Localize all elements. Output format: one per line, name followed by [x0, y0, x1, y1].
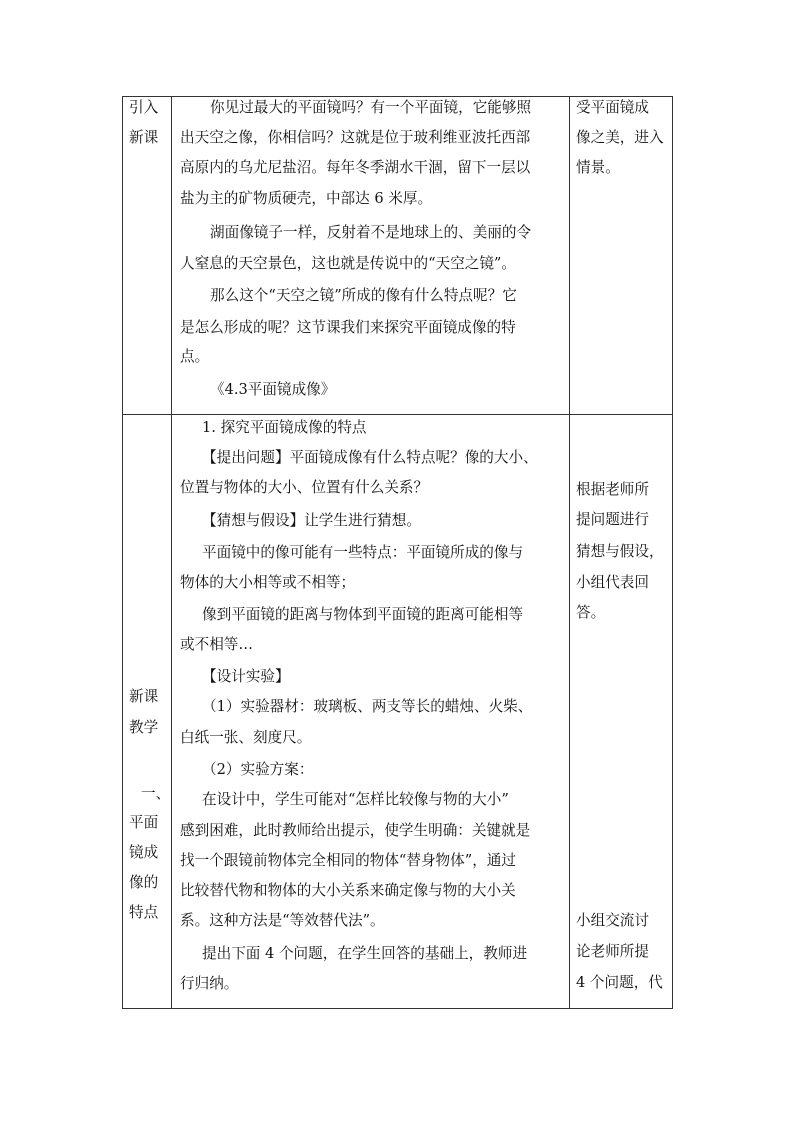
paragraph-line: 白纸一张、刻度尺。 [180, 729, 312, 746]
section-heading: 1. 探究平面镜成像的特点 [202, 419, 367, 436]
stage-label: 教学 [129, 719, 159, 736]
stage-cell [123, 415, 172, 1009]
paragraph-line: 猜想与假设， [576, 543, 664, 560]
lesson-plan-table [122, 96, 673, 1009]
paragraph-line: 比较替代物和物体的大小关系来确定像与物的大小关 [180, 882, 516, 899]
paragraph-line: 根据老师所 [576, 481, 649, 498]
paragraph-line: 【设计实验】 [202, 668, 290, 685]
table-row-intro [123, 97, 673, 415]
stage-label: 一、 [141, 785, 171, 802]
paragraph-line: 高原内的乌尤尼盐沼。每年冬季湖水干涸，留下一层以 [180, 159, 531, 176]
paragraph-line: 小组代表回 [576, 574, 649, 591]
paragraph-line: 平面镜中的像可能有一些特点：平面镜所成的像与 [202, 544, 524, 561]
paragraph-line: 或不相等… [180, 636, 253, 653]
stage-label: 平面 [129, 814, 159, 831]
paragraph-line: （2）实验方案： [202, 761, 314, 778]
paragraph-line: 提问题进行 [576, 511, 649, 528]
paragraph-line: 出天空之像，你相信吗？这就是位于玻利维亚波托西部 [180, 129, 531, 146]
paragraph-line: 行归纳。 [180, 975, 239, 992]
student-activity-cell [570, 415, 673, 1009]
paragraph-line: 情景。 [576, 159, 620, 176]
stage-label: 镜成 [129, 844, 159, 861]
student-activity-cell [570, 97, 673, 415]
paragraph-line: 【猜想与假设】让学生进行猜想。 [202, 512, 421, 529]
paragraph-line: 小组交流讨 [576, 912, 649, 929]
stage-label: 引入 [129, 99, 159, 116]
paragraph-line: 提出下面 4 个问题，在学生回答的基础上，教师进 [202, 945, 528, 962]
teacher-activity-cell [172, 415, 570, 1009]
paragraph-line: 论老师所提 [576, 943, 649, 960]
paragraph-line: 那么这个“天空之镜”所成的像有什么特点呢？它 [210, 287, 517, 304]
paragraph-line: 物体的大小相等或不相等； [180, 574, 356, 591]
stage-label: 特点 [129, 904, 159, 921]
paragraph-line: （1）实验器材：玻璃板、两支等长的蜡烛、火柴、 [202, 698, 533, 715]
paragraph-line: 【提出问题】平面镜成像有什么特点呢？像的大小、 [202, 449, 538, 466]
section-title: 《4.3平面镜成像》 [210, 381, 336, 398]
paragraph-line: 在设计中，学生可能对“怎样比较像与物的大小” [202, 791, 509, 808]
stage-label: 新课 [129, 688, 159, 705]
paragraph-line: 位置与物体的大小、位置有什么关系？ [180, 479, 429, 496]
stage-label: 新课 [129, 129, 159, 146]
paragraph-line: 4 个问题，代 [576, 974, 663, 991]
paragraph-line: 感到困难，此时教师给出提示，使学生明确：关键就是 [180, 822, 531, 839]
paragraph-line: 盐为主的矿物质硬壳，中部达 6 米厚。 [180, 190, 433, 207]
stage-cell [123, 97, 172, 415]
paragraph-line: 受平面镜成 [576, 99, 649, 116]
paragraph-line: 答。 [576, 604, 606, 621]
paragraph-line: 是怎么形成的呢？这节课我们来探究平面镜成像的特 [180, 319, 516, 336]
paragraph-line: 系。这种方法是“等效替代法”。 [180, 912, 385, 929]
table-row-new-lesson [123, 415, 673, 1009]
teacher-activity-cell [172, 97, 570, 415]
stage-label: 像的 [129, 874, 159, 891]
paragraph-line: 像到平面镜的距离与物体到平面镜的距离可能相等 [202, 606, 524, 623]
paragraph-line: 人窒息的天空景色，这也就是传说中的“天空之镜”。 [180, 255, 516, 272]
paragraph-line: 像之美，进入 [576, 129, 664, 146]
paragraph-line: 点。 [180, 348, 210, 365]
paragraph-line: 湖面像镜子一样，反射着不是地球上的、美丽的令 [210, 224, 532, 241]
paragraph-line: 找一个跟镜前物体完全相同的物体“替身物体”，通过 [180, 852, 516, 869]
paragraph-line: 你见过最大的平面镜吗？有一个平面镜，它能够照 [210, 99, 532, 116]
